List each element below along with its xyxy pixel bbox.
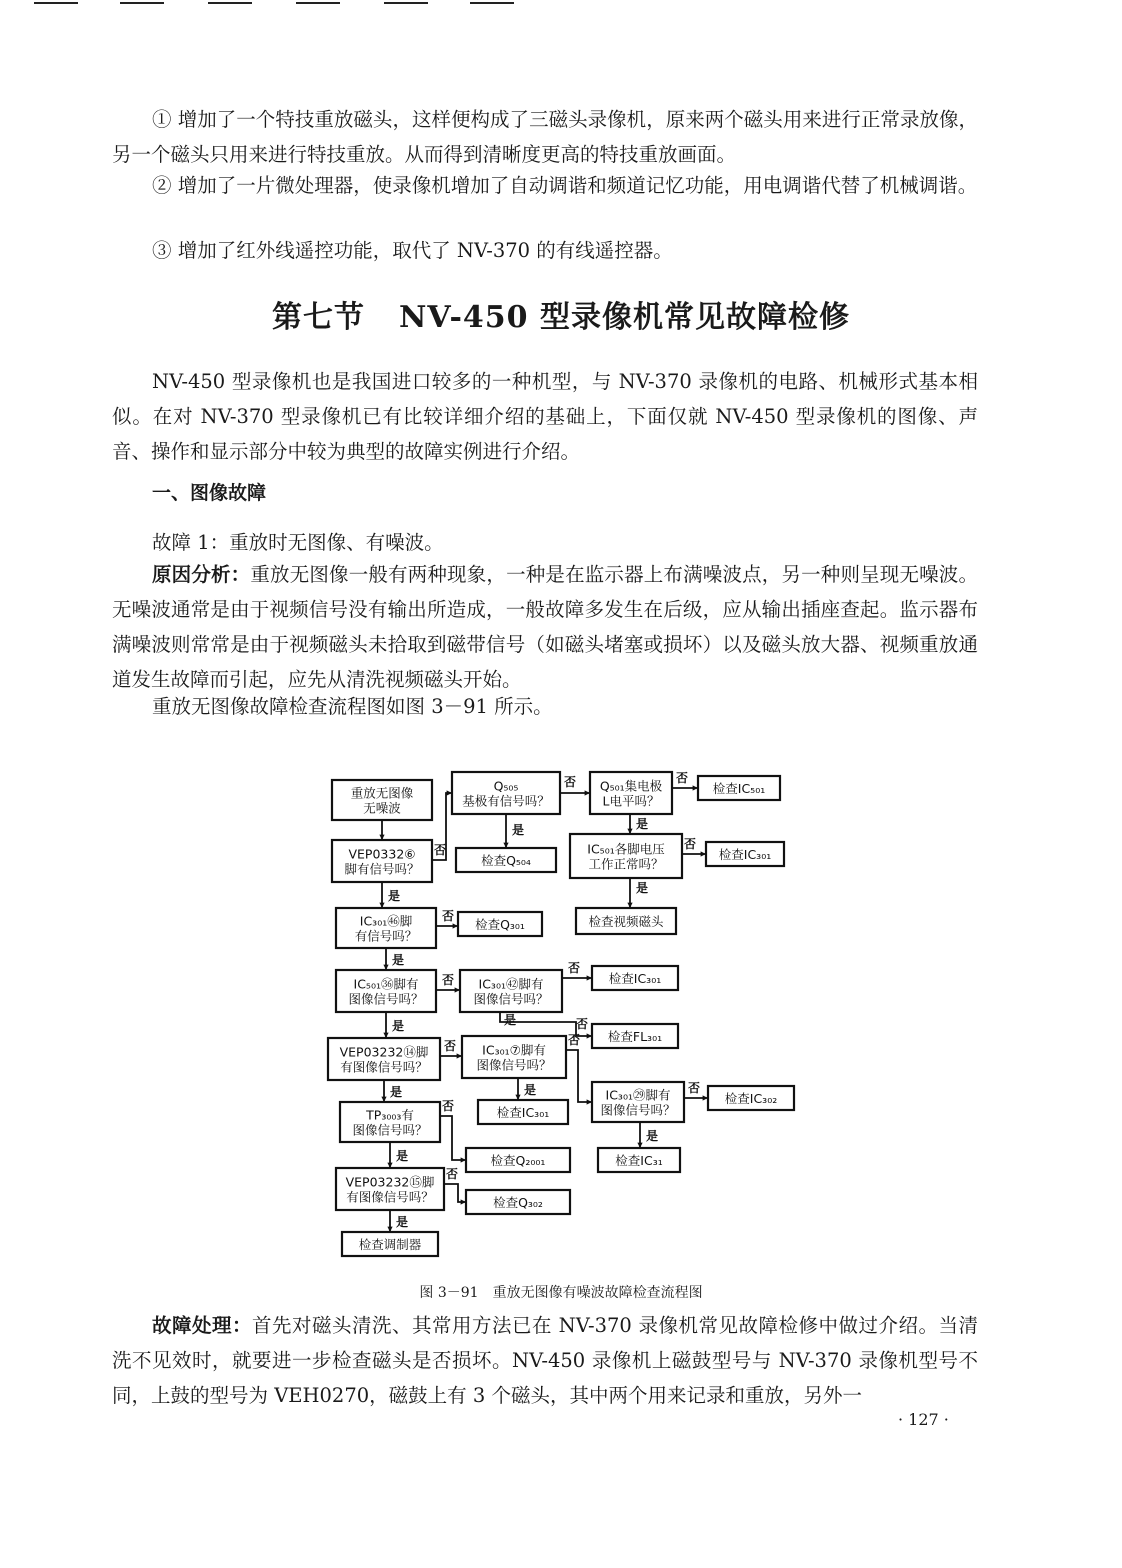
yes-label: 是 — [636, 817, 649, 831]
flow-connector — [440, 1116, 466, 1160]
no-label: 否 — [442, 1099, 455, 1113]
analysis-label: 原因分析： — [152, 563, 251, 586]
no-label: 否 — [434, 843, 447, 857]
treatment-label: 故障处理： — [152, 1314, 252, 1337]
flow-text-tp3003-1: 图像信号吗？ — [352, 1122, 428, 1138]
flow-text-check_ic302-0: 检查IC₃₀₂ — [724, 1091, 778, 1106]
flow-text-ic301_56-1: 有信号吗？ — [354, 928, 418, 944]
flow-text-vep_14-0: VEP03232⑭脚 — [339, 1044, 429, 1060]
flow-text-check_q504-0: 检查Q₅₀₄ — [481, 853, 531, 868]
flow-text-ic301_56-0: IC₃₀₁㊻脚 — [359, 913, 413, 929]
flow-text-check_head-0: 检查视频磁头 — [588, 914, 664, 929]
flow-reference: 重放无图像故障检查流程图如图 3－91 所示。 — [152, 695, 553, 718]
yes-label: 是 — [390, 1085, 403, 1099]
flow-text-ic301_42-1: 图像信号吗？ — [473, 991, 549, 1007]
flow-text-q505-1: 基极有信号吗？ — [462, 793, 550, 809]
page-number: · 127 · — [898, 1410, 949, 1429]
flow-text-ic301_29-0: IC₃₀₁㉙脚有 — [605, 1087, 671, 1103]
flow-text-start-1: 无噪波 — [363, 800, 401, 816]
flow-connector — [444, 1184, 466, 1202]
yes-label: 是 — [396, 1149, 409, 1163]
paragraph-feature-2: ② 增加了一片微处理器，使录像机增加了自动调谐和频道记忆功能，用电调谐代替了机械调谐。 — [152, 174, 978, 197]
flow-connector — [566, 1050, 592, 1102]
no-label: 否 — [564, 775, 577, 789]
flow-text-ic501_v-0: IC₅₀₁各脚电压 — [587, 841, 665, 857]
flow-text-ic501_36-1: 图像信号吗？ — [348, 991, 424, 1007]
flow-text-ic501_v-1: 工作正常吗？ — [588, 856, 664, 872]
intro-paragraph: NV-450 型录像机也是我国进口较多的一种机型，与 NV-370 录像机的电路、机械形式基本相似。在对 NV-370 型录像机已有比较详细介绍的基础上，下面仅就 NV-450 型录像机的图像、声音、操作和显示部分中较为典型的故障实例进行介绍。 — [112, 370, 978, 463]
flow-text-check_fl301-0: 检查FL₃₀₁ — [607, 1029, 663, 1044]
flow-text-check_ic301b-0: 检查IC₃₀₁ — [608, 971, 662, 986]
yes-label: 是 — [392, 1019, 405, 1033]
analysis-text: 重放无图像一般有两种现象，一种是在监示器上布满噪波点，另一种则呈现无噪波。无噪波通常是由于视频信号没有输出所造成，一般故障多发生在后级，应从输出插座查起。监示器布满噪波则常常是由于视频磁头未拾取到磁带信号（如磁头堵塞或损坏）以及磁头放大器、视频重放通道发生故障而引起，应先从清洗视频磁头开始。 — [112, 563, 978, 691]
fault-1-line: 故障 1：重放时无图像、有噪波。 — [152, 531, 444, 554]
no-label: 否 — [444, 1039, 457, 1053]
flow-text-start-0: 重放无图像 — [350, 785, 414, 801]
no-label: 否 — [446, 1167, 459, 1181]
yes-label: 是 — [388, 889, 401, 903]
treatment-paragraph — [112, 1308, 978, 1413]
flow-text-vep_14-1: 有图像信号吗？ — [340, 1059, 428, 1075]
flow-text-vep_15-0: VEP03232⑮脚 — [345, 1174, 435, 1190]
yes-label: 是 — [512, 823, 525, 837]
no-label: 否 — [576, 1017, 589, 1031]
flow-text-vep_6-0: VEP0332⑥ — [348, 846, 416, 862]
yes-label: 是 — [392, 953, 405, 967]
analysis-paragraph — [112, 557, 978, 697]
flow-text-check_q302-0: 检查Q₃₀₂ — [493, 1195, 543, 1210]
no-label: 否 — [568, 1033, 581, 1047]
section-title: NV-450 型录像机常见故障检修 — [398, 300, 851, 335]
no-label: 否 — [688, 1081, 701, 1095]
yes-label: 是 — [504, 1013, 517, 1027]
flow-text-q501-1: L电平吗？ — [602, 793, 660, 809]
flow-text-vep_6-1: 脚有信号吗？ — [344, 861, 420, 877]
yes-label: 是 — [636, 881, 649, 895]
flow-text-ic501_36-0: IC₅₀₁㊱脚有 — [353, 976, 419, 992]
no-label: 否 — [676, 771, 689, 785]
no-label: 否 — [442, 909, 455, 923]
flow-text-ic301_29-1: 图像信号吗？ — [600, 1102, 676, 1118]
treatment-text: 首先对磁头清洗、其常用方法已在 NV-370 录像机常见故障检修中做过介绍。当清洗不见效时，就要进一步检查磁头是否损坏。NV-450 录像机上磁鼓型号与 NV-370 录像机型号不同，上鼓的型号为 VEH0270，磁鼓上有 3 个磁头，其中两个用来记录和重放，另外一 — [112, 1314, 978, 1407]
no-label: 否 — [568, 961, 581, 975]
flow-text-ic301_7-0: IC₃₀₁⑦脚有 — [482, 1042, 546, 1058]
no-label: 否 — [442, 973, 455, 987]
flow-text-check_q2001-0: 检查Q₂₀₀₁ — [490, 1153, 546, 1168]
flow-text-tp3003-0: TP₃₀₀₃有 — [366, 1107, 414, 1123]
flow-text-vep_15-1: 有图像信号吗？ — [346, 1189, 434, 1205]
yes-label: 是 — [396, 1215, 409, 1229]
section-number: 第七节 — [271, 300, 365, 335]
flow-text-check_ic301c-0: 检查IC₃₀₁ — [496, 1105, 550, 1120]
fault-flowchart — [300, 760, 820, 1280]
flow-text-check_ic301a-0: 检查IC₃₀₁ — [718, 847, 772, 862]
flow-text-ic301_7-1: 图像信号吗？ — [476, 1057, 552, 1073]
yes-label: 是 — [524, 1083, 537, 1097]
flow-text-ic301_42-0: IC₃₀₁㊷脚有 — [478, 976, 544, 992]
flow-text-check_ic31-0: 检查IC₃₁ — [615, 1153, 663, 1168]
flow-text-check_q301-0: 检查Q₃₀₁ — [475, 917, 525, 932]
flow-text-check_ic501-0: 检查IC₅₀₁ — [712, 781, 766, 796]
figure-caption: 图 3－91 重放无图像有噪波故障检查流程图 — [419, 1285, 703, 1301]
paragraph-feature-1: ① 增加了一个特技重放磁头，这样便构成了三磁头录像机，原来两个磁头用来进行正常录放像，另一个磁头只用来进行特技重放。从而得到清晰度更高的特技重放画面。 — [112, 108, 978, 166]
flow-text-check_mod-0: 检查调制器 — [358, 1237, 422, 1252]
section-heading — [0, 292, 1122, 336]
yes-label: 是 — [646, 1129, 659, 1143]
flow-text-q505-0: Q₅₀₅ — [493, 778, 519, 794]
flow-text-q501-0: Q₅₀₁集电极 — [599, 778, 663, 794]
top-scan-marks — [0, 0, 1122, 6]
no-label: 否 — [684, 837, 697, 851]
paragraph-feature-3: ③ 增加了红外线遥控功能，取代了 NV-370 的有线遥控器。 — [152, 239, 673, 262]
subsection-heading: 一、图像故障 — [152, 482, 267, 504]
